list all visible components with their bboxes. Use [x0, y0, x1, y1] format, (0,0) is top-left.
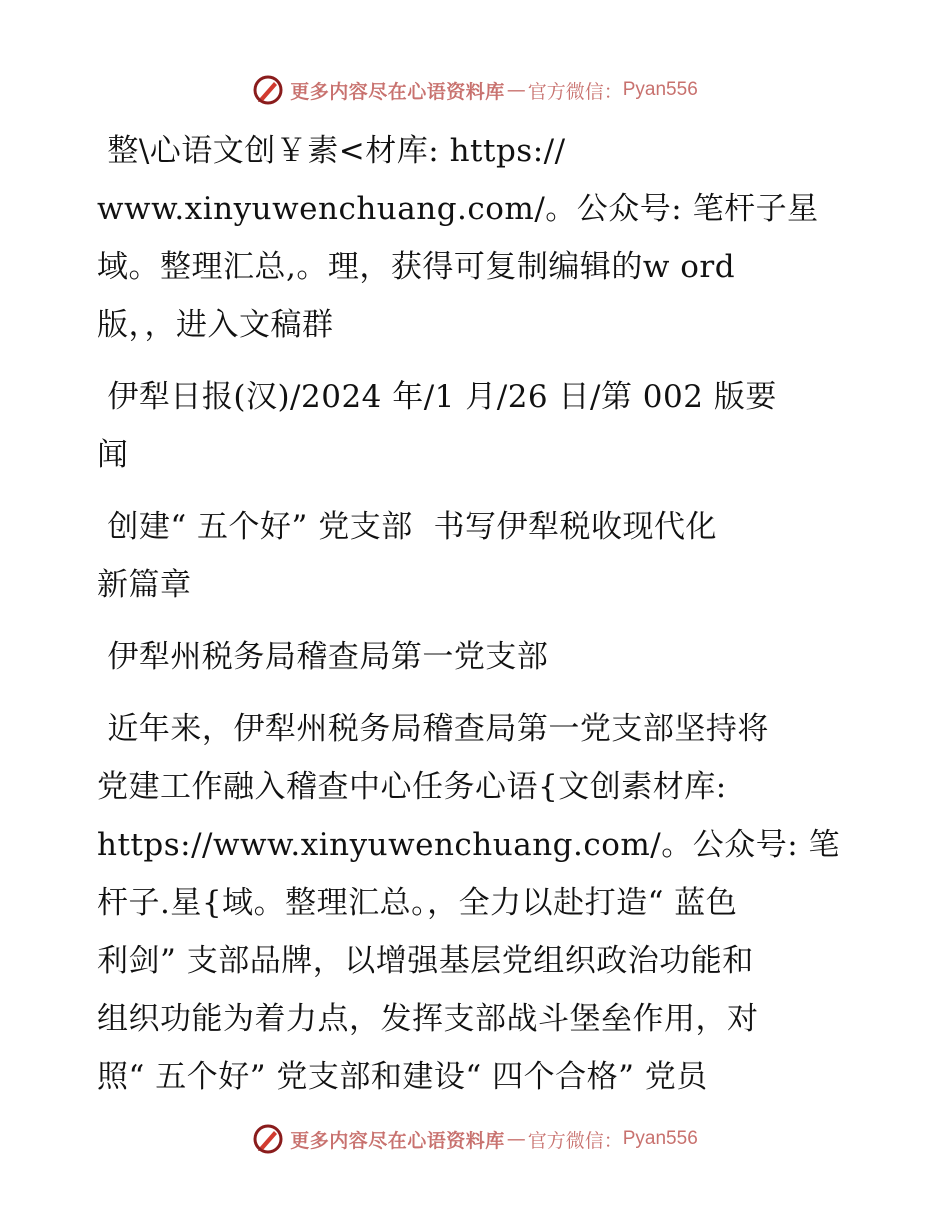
- pen-logo-icon: [252, 1123, 284, 1155]
- watermark-brand: 更多内容尽在心语资料库: [290, 1129, 505, 1152]
- document-body: [97, 122, 857, 1120]
- watermark-official: 官方微信：: [527, 1129, 623, 1152]
- watermark-handle: Pyan556: [622, 79, 698, 100]
- source-line: 伊犁日报(汉)/2024 年/1 月/26 日/第 002 版要 闻: [97, 379, 777, 473]
- article-title: 创建“ 五个好” 党支部 书写伊犁税收现代化 新篇章: [97, 509, 717, 603]
- watermark-handle: Pyan556: [622, 1128, 698, 1149]
- intro-paragraph: 整\心语文创￥素<材库: https:// www.xinyuwenchuang.com/。公众号: 笔杆子星 域。整理汇总,。理，获得可复制编辑的w ord 版，，进入文稿群: [97, 133, 819, 343]
- watermark-separator: —: [506, 79, 526, 101]
- watermark-brand: 更多内容尽在心语资料库: [290, 80, 505, 103]
- article-author: 伊犁州税务局稽查局第一党支部: [97, 639, 549, 675]
- pen-logo-icon: [252, 74, 284, 106]
- watermark-separator: —: [506, 1128, 526, 1150]
- footer-watermark: [0, 1119, 950, 1159]
- watermark-official: 官方微信：: [527, 80, 623, 103]
- body-paragraph: 近年来，伊犁州税务局稽查局第一党支部坚持将 党建工作融入稽查中心任务心语{文创素材库: https://www.xinyuwenchuang.com/。公众号: 笔 杆子.星{域。整理汇总。，全力以赴打造“ 蓝色 利剑” 支部品牌，以增强基层党组织政治功能和 组织功能为着力点，发挥支部战斗堡垒作用，对 照“ 五个好” 党支部和建设“ 四个合格” 党员: [97, 711, 841, 1095]
- header-watermark: [0, 70, 950, 110]
